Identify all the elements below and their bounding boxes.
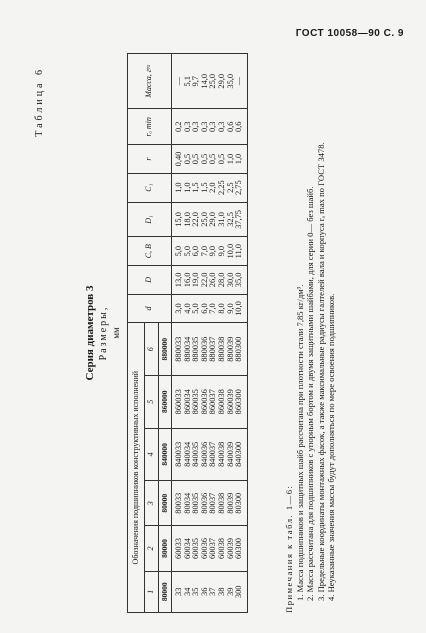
notes [284, 53, 337, 613]
series-title: Серия диаметров 3 [84, 285, 96, 381]
col-exec-5-values [172, 375, 248, 428]
table-cell: 860033 [174, 389, 183, 415]
table-cell: 840300 [234, 441, 244, 467]
col-mass-values [172, 54, 248, 109]
table-cell: 840039 [225, 441, 235, 467]
table-cell: 35,0 [234, 272, 244, 288]
table-cell: 3,0 [174, 303, 183, 314]
table-cell: 880034 [182, 336, 192, 362]
table-cell: 840038 [216, 441, 226, 467]
table-cell: 7,0 [208, 303, 218, 314]
table-cell: 80038 [216, 492, 226, 514]
table-cell: 0,5 [191, 153, 201, 165]
table-cell: 2,0 [208, 182, 218, 193]
table-cell: 0,5 [199, 153, 209, 165]
table-cell: 29,0 [216, 73, 226, 89]
table-cell: 7,0 [199, 245, 209, 257]
table-cell: 5,0 [182, 245, 192, 257]
table-cell: 0,40 [174, 151, 183, 167]
table-cell: 860035 [191, 389, 201, 415]
table-cell: 38 [216, 587, 226, 596]
rotated-page [0, 33, 426, 633]
col-D-values [172, 266, 248, 295]
table-cell: 880039 [225, 336, 235, 362]
table-cell: 80035 [191, 492, 201, 514]
col-header-C1: C₁ [128, 173, 172, 202]
table-cell: 14,0 [199, 73, 209, 89]
table-cell: 60033 [174, 538, 183, 559]
exec-code-4: 840000 [159, 428, 172, 481]
table-cell: 880035 [191, 336, 201, 362]
table-cell: 29,0 [208, 212, 218, 227]
table-cell: 16,0 [182, 272, 192, 288]
table-cell: 0,2 [174, 121, 183, 133]
table-cell: 33 [174, 587, 183, 596]
table-cell: 2,75 [234, 180, 244, 196]
col-C-B-values [172, 237, 248, 266]
table-cell: 80037 [208, 492, 218, 514]
table-cell: 880038 [216, 336, 226, 362]
table-cell: 0,3 [208, 121, 218, 133]
table-cell: 1,0 [225, 153, 235, 165]
table-cell: 860036 [199, 389, 209, 415]
exec-header-3: 3 [145, 481, 159, 526]
table-cell: 1,0 [234, 153, 244, 165]
col-header-r: r [128, 145, 172, 174]
table-cell: 0,5 [208, 153, 218, 165]
dimensions-unit: мм [111, 327, 121, 339]
col-header-ra-min: rₐ min [128, 109, 172, 145]
dimensions-table [127, 53, 248, 613]
table-label: Таблица 6 [34, 67, 45, 137]
col-header-D1: D₁ [128, 202, 172, 237]
exec-header-2: 2 [145, 526, 159, 571]
table-cell: 32,5 [225, 212, 235, 227]
table-cell: 13,0 [174, 272, 183, 288]
table-cell: 1,5 [191, 182, 201, 193]
table-cell: 840034 [182, 441, 192, 467]
col-exec-2-values [172, 526, 248, 571]
table-cell: 860038 [216, 389, 226, 415]
table-cell: 37,75 [234, 210, 244, 229]
col-D1-values [172, 202, 248, 237]
table-cell: 860034 [182, 389, 192, 415]
table-cell: 9,7 [191, 76, 201, 87]
col-header-mass: Масса, г≈ [128, 54, 172, 109]
table-cell: 0,5 [216, 153, 226, 165]
col-d-values [172, 294, 248, 323]
note-3: 3. Предельные координаты монтажных фасок, а также максимальные радиусы галтелей вала и корпуса rₐ max по ГОСТ 3478. [315, 142, 326, 601]
table-cell: 5,1 [182, 76, 192, 87]
table-cell: 0,5 [182, 153, 192, 165]
table-cell: 37 [208, 587, 218, 596]
table-cell: 39 [225, 587, 235, 596]
table-cell: — [174, 77, 183, 86]
group-header: Обозначения подшипников конструктивных исполнений [128, 323, 145, 613]
table-cell: — [234, 77, 244, 86]
table-cell: 2,5 [225, 182, 235, 193]
table-cell: 4,0 [182, 303, 192, 314]
table-cell: 30,0 [225, 272, 235, 288]
table-cell: 880036 [199, 336, 209, 362]
table-cell: 5,0 [191, 303, 201, 314]
table-cell: 6,0 [199, 303, 209, 314]
table-cell: 60039 [225, 538, 235, 559]
table-cell: 0,3 [191, 121, 201, 133]
table-cell: 22,0 [199, 272, 209, 288]
table-cell: 19,0 [191, 272, 201, 288]
table-cell: 9,0 [208, 245, 218, 257]
table-cell: 80034 [182, 492, 192, 514]
table-cell: 860039 [225, 389, 235, 415]
note-1: 1. Масса подшипников и защитных шайб рассчитана при плотности стали 7,85 кг/дм³. [294, 284, 305, 601]
col-exec-3-values [172, 481, 248, 526]
table-cell: 9,0 [225, 303, 235, 314]
exec-header-6: 6 [145, 323, 159, 376]
table-cell: 60035 [191, 538, 201, 559]
table-cell: 10,0 [234, 301, 244, 316]
table-cell: 0,6 [225, 121, 235, 133]
exec-code-5: 860000 [159, 375, 172, 428]
table-cell: 0,3 [182, 121, 192, 133]
note-2: 2. Масса рассчитана для подшипников с упорным бортом и двумя защитными шайбами, для серии 0— без шайб. [305, 186, 315, 601]
notes-title: Примечания к табл. 1—6: [284, 484, 294, 613]
table-cell: 0,3 [199, 121, 209, 133]
table-cell: 840036 [199, 441, 209, 467]
table-cell: 0,6 [234, 121, 244, 133]
exec-code-6: 880000 [159, 323, 172, 376]
table-cell: 18,0 [182, 212, 192, 227]
table-cell: 80036 [199, 492, 209, 514]
table-cell: 11,0 [234, 244, 244, 259]
table-cell: 60037 [208, 538, 218, 559]
col-header-D: D [128, 266, 172, 295]
dimensions-title: Размеры, [98, 305, 109, 361]
col-C1-values [172, 173, 248, 202]
col-exec-1-values [172, 571, 248, 612]
table-cell: 1,0 [174, 182, 183, 193]
col-header-C-B: C, B [128, 237, 172, 266]
col-r-values [172, 145, 248, 174]
table-cell: 10,0 [225, 243, 235, 259]
table-cell: 60034 [182, 538, 192, 559]
col-exec-6-values [172, 323, 248, 376]
table-cell: 25,0 [199, 212, 209, 227]
table-cell: 880300 [234, 336, 244, 362]
table-cell: 60036 [199, 538, 209, 559]
col-ra-min-values [172, 109, 248, 145]
table-cell: 25,0 [208, 73, 218, 89]
table-cell: 5,0 [174, 245, 183, 257]
table-cell: 80033 [174, 492, 183, 514]
table-cell: 22,0 [191, 212, 201, 227]
table-cell: 860300 [234, 389, 244, 415]
page-header: ГОСТ 10058—90 С. 9 [295, 28, 404, 39]
exec-code-1: 80000 [159, 571, 172, 612]
table-cell: 0,3 [216, 121, 226, 133]
table-cell: 34 [182, 587, 192, 596]
table-cell: 9,0 [216, 245, 226, 257]
table-cell: 15,0 [174, 212, 183, 227]
exec-code-2: 80000 [159, 526, 172, 571]
exec-header-4: 4 [145, 428, 159, 481]
table-cell: 28,0 [216, 272, 226, 288]
table-cell: 300 [234, 585, 244, 599]
note-4: 4. Неуказанные значения массы будут дополняться по мере освоения подшипников. [326, 293, 336, 601]
col-exec-4-values [172, 428, 248, 481]
table-cell: 840033 [174, 441, 183, 467]
table-cell: 60038 [216, 538, 226, 559]
table-cell: 840037 [208, 441, 218, 467]
table-cell: 880033 [174, 336, 183, 362]
table-cell: 31,0 [216, 212, 226, 227]
col-header-d: d [128, 294, 172, 323]
table-cell: 880037 [208, 336, 218, 362]
table-cell: 80039 [225, 492, 235, 514]
table-cell: 1,5 [199, 182, 209, 193]
table-cell: 80300 [234, 492, 244, 514]
table-cell: 26,0 [208, 272, 218, 288]
table-cell: 860037 [208, 389, 218, 415]
table-cell: 36 [199, 587, 209, 596]
table-cell: 2,25 [216, 180, 226, 196]
table-cell: 60300 [234, 538, 244, 559]
table-cell: 35,0 [225, 73, 235, 89]
table-cell: 6,0 [191, 245, 201, 257]
exec-code-3: 80000 [159, 481, 172, 526]
exec-header-1: 1 [145, 571, 159, 612]
table-cell: 1,0 [182, 182, 192, 193]
exec-header-5: 5 [145, 375, 159, 428]
table-cell: 35 [191, 587, 201, 596]
table-cell: 8,0 [216, 303, 226, 314]
table-cell: 840035 [191, 441, 201, 467]
